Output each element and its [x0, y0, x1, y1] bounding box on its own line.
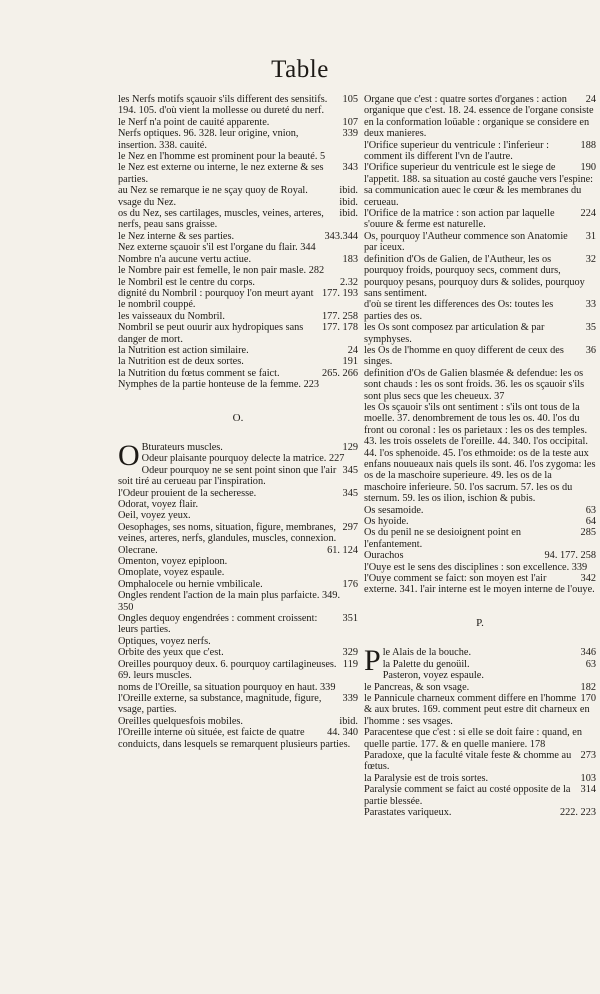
drop-cap-o: O [118, 438, 140, 472]
index-entry [118, 94, 358, 117]
page-reference: 35 [585, 322, 596, 334]
index-entry [118, 185, 358, 196]
index-entry [118, 510, 358, 521]
entry-text: la Nutrition du fœtus comment se faict. [118, 367, 280, 379]
entry-text: l'Orifice superieur du ventricule : l'inferieur : comment ils different l'vn de l'autre. [364, 139, 549, 163]
page-reference: 24 [585, 94, 596, 105]
index-entry [118, 682, 358, 693]
index-entry [364, 647, 596, 658]
section-heading-p: P. [476, 616, 484, 629]
entry-text: les Os de l'homme en quoy different de ceux des singes. [364, 344, 564, 368]
page-reference: 273 [580, 749, 596, 761]
entry-text: les Nerfs motifs sçauoir s'ils different des sensitifs. 194. 105. d'où vient la mollesse ou dureté du nerf. [118, 94, 328, 117]
section-p-entries [364, 644, 596, 818]
index-entry [118, 162, 358, 185]
page-reference: 314 [580, 784, 596, 796]
page-reference: 265. 266 [321, 367, 358, 379]
index-entry [364, 299, 596, 322]
entry-text: le Nez est externe ou interne, le nez externe & ses parties. [118, 162, 324, 185]
index-entry [118, 636, 358, 647]
index-entry [364, 573, 596, 596]
page-reference: 188 [580, 139, 596, 151]
entry-text: Ongles rendent l'action de la main plus parfaicte. 349. 350 [118, 590, 341, 613]
index-entry [118, 522, 358, 545]
entry-text: Olecrane. [118, 544, 158, 556]
page-reference: 63 [585, 504, 596, 516]
entry-text: les vaisseaux du Nombril. [118, 310, 225, 322]
index-entry [364, 693, 596, 727]
index-entry [364, 162, 596, 208]
section-heading-o: O. [232, 411, 244, 424]
index-entry [364, 550, 596, 561]
page-reference: 44. 340 [327, 727, 358, 739]
page-reference: 182 [580, 681, 596, 693]
index-entry [118, 322, 358, 345]
right-column [364, 94, 596, 818]
index-entry [118, 590, 358, 613]
entry-text: Odeur pourquoy ne se sent point sinon que l'air soit tiré au cerueau par l'inspiration. [118, 464, 337, 488]
entry-text: les Os sçauoir s'ils ont sentiment : s'ils ont tous de la moelle. 37. denombrement de tous les os. 40. l'os du front ou coronal : les os parietaux : les os des temples. 43. les trois osselets de l'oreille. 44. 340. l'os occipital. 44. l'os sphenoide. 45. l'os ethmoide: os de la teste aux enfans nouueaux nais quels ils sont. 46. l'os zygoma: les os de la maschoire superieure. 49. les os de la maschoire inferieure. 50. l'os sacrum. 57. les os du sternum. 59. les os ilion, ischion & pubis. [364, 401, 596, 505]
index-entry [364, 773, 596, 784]
entry-text: Oreilles pourquoy deux. 6. pourquoy cartilagineuses. 69. leurs muscles. [118, 658, 337, 682]
index-entry [118, 442, 358, 453]
page-reference: 105 [342, 94, 358, 105]
page-reference: 36 [585, 344, 596, 356]
page-reference: 170 [580, 692, 596, 704]
index-entry [118, 567, 358, 578]
index-entry [118, 693, 358, 716]
entry-text: Os sesamoide. [364, 504, 424, 516]
index-entry [364, 254, 596, 300]
entry-text: definition d'Os de Galien, de l'Autheur, les os pourquoy froids, pourquoy secs, comment durs, pourquoy pesans, pourquoy durs & solides, pourquoy sans sentiment. [364, 253, 585, 299]
index-entry [364, 140, 596, 163]
index-entry [118, 613, 358, 636]
section-p [364, 644, 596, 818]
section-o [118, 438, 358, 750]
entry-text: le Nerf n'a point de cauité apparente. [118, 116, 270, 128]
entry-text: les Os sont composez par articulation & par symphyses. [364, 322, 545, 345]
index-entry [364, 670, 596, 681]
entry-text: Odeur plaisante pourquoy delecte la matrice. 227 [141, 453, 345, 465]
page-reference: 351 [342, 613, 358, 625]
page-reference: 103 [580, 772, 596, 784]
index-entry [118, 379, 358, 390]
entry-text: Ongles dequoy engendrées : comment croissent: leurs parties. [118, 613, 318, 636]
entry-text: vsage du Nez. [118, 196, 177, 208]
index-entry [364, 402, 596, 505]
page-reference: 345 [342, 487, 358, 499]
page-reference: ibid. [339, 208, 358, 220]
entry-text: Paralysie comment se faict au costé opposite de la partie blessée. [364, 784, 571, 807]
entry-text: Nombril se peut ouurir aux hydropiques sans danger de mort. [118, 322, 304, 345]
page-reference: 222. 223 [559, 806, 596, 818]
entry-text: Omenton, voyez epiploon. [118, 556, 228, 568]
entry-text: Oeil, voyez yeux. [118, 510, 191, 522]
entry-text: definition d'Os de Galien blasmée & defendue: les os sont chauds : les os sont froids. 36. les os sçauoir s'ils sont plus secs que les cheueux. 37 [364, 367, 585, 402]
entry-text: le Pancreas, & son vsage. [364, 681, 470, 693]
entry-text: Bturateurs muscles. [141, 441, 223, 453]
page-reference: 285 [580, 527, 596, 539]
entry-text: Nerfs optiques. 96. 328. leur origine, vnion, insertion. 338. cauité. [118, 128, 299, 151]
index-entry [364, 750, 596, 773]
entry-text: Oesophages, ses noms, situation, figure, membranes, veines, arteres, nerfs, glandules, muscles, connexion. [118, 521, 337, 545]
page-reference: 129 [342, 441, 358, 453]
entry-text: Os, pourquoy l'Autheur commence son Anatomie par iceux. [364, 230, 568, 254]
entry-text: l'Orifice superieur du ventricule est le siege de l'appetit. 188. sa situation au costé gauche vers l'espine: sa communication auec le cœur & les membranes du cerueau. [364, 162, 594, 208]
page-reference: 343.344 [324, 230, 358, 242]
entry-text: Odorat, voyez flair. [118, 499, 199, 510]
entry-text: Parastates variqueux. [364, 806, 452, 818]
index-entry [364, 659, 596, 670]
page-reference: 297 [342, 521, 358, 533]
index-entry [364, 368, 596, 402]
entry-text: la Nutrition est de deux sortes. [118, 356, 244, 368]
index-entry [118, 488, 358, 499]
page-reference: 63 [585, 658, 596, 670]
page-reference: 177. 193 [321, 287, 358, 299]
page-reference: 176 [342, 578, 358, 590]
entry-text: Paracentese que c'est : si elle se doit faire : quand, en quelle partie. 177. & en quelle maniere. 178 [364, 727, 583, 750]
entry-text: noms de l'Oreille, sa situation pourquoy en haut. 339 [118, 681, 336, 693]
page-reference: 177. 258 [321, 310, 358, 322]
entry-text: Organe que c'est : quatre sortes d'organes : action organique que c'est. 18. 24. essence de l'organe consiste en la conformation loüable : organique se considere en deux manieres. [364, 94, 594, 140]
index-entry [118, 254, 358, 265]
index-entry [118, 128, 358, 151]
index-entry [118, 208, 358, 231]
index-entry [118, 453, 358, 464]
index-entry [118, 499, 358, 510]
index-entry [118, 579, 358, 590]
index-entry [364, 322, 596, 345]
entry-text: Nymphes de la partie honteuse de la femme. 223 [118, 379, 320, 391]
entry-text: la Paralysie est de trois sortes. [364, 772, 489, 784]
entry-text: le Nez en l'homme est prominent pour la beauté. 5 [118, 151, 326, 163]
page-reference: ibid. [339, 715, 358, 727]
page-reference: 107 [342, 116, 358, 128]
page-reference: 339 [342, 692, 358, 704]
entry-text: la Nutrition est action similaire. [118, 344, 249, 356]
left-column [118, 94, 358, 750]
page-reference: 177. 178 [321, 322, 358, 334]
page-reference: 32 [585, 253, 596, 265]
entry-text: Nez externe sçauoir s'il est l'organe du flair. 344 [118, 242, 316, 254]
index-entry [364, 231, 596, 254]
entry-text: Pasteron, voyez espaule. [382, 670, 484, 682]
page-reference: 64 [585, 516, 596, 528]
entry-text: le Nombre pair est femelle, le non pair masle. 282 [118, 265, 325, 277]
entry-text: l'Ouye comment se faict: son moyen est l'air externe. 341. l'air interne est le moyen interne de l'ouye. [364, 573, 595, 596]
entry-text: Nombre n'a aucune vertu actiue. [118, 253, 252, 265]
page-reference: 61. 124 [327, 544, 358, 556]
page-reference: 191 [342, 356, 358, 368]
page-reference: 94. 177. 258 [544, 550, 596, 562]
index-entry [364, 527, 596, 550]
entry-text: Paradoxe, que la faculté vitale feste & chomme au fœtus. [364, 749, 572, 773]
entry-text: le Nez interne & ses parties. [118, 230, 235, 242]
index-entry [364, 784, 596, 807]
page-reference: 224 [580, 208, 596, 220]
entry-text: le Nombril est le centre du corps. [118, 276, 255, 288]
page-reference: 345 [342, 464, 358, 476]
entry-text: le Alais de la bouche. [382, 647, 472, 659]
index-entry [364, 727, 596, 750]
index-entry [118, 647, 358, 658]
entry-text: Ourachos [364, 550, 404, 562]
page-reference: 119 [342, 658, 358, 670]
index-entry [118, 356, 358, 367]
page-reference: 346 [580, 647, 596, 659]
section-o-entries [118, 438, 358, 750]
index-entry [364, 345, 596, 368]
entry-text: l'Odeur prouient de la secheresse. [118, 487, 257, 499]
index-entry [118, 311, 358, 322]
right-entries [364, 94, 596, 596]
index-entry [118, 368, 358, 379]
page-reference: 329 [342, 647, 358, 659]
entry-text: au Nez se remarque ie ne sçay quoy de Royal. [118, 185, 308, 197]
index-entry [118, 465, 358, 488]
entry-text: Orbite des yeux que c'est. [118, 647, 224, 659]
index-entry [118, 345, 358, 356]
index-entry [364, 682, 596, 693]
page-reference: 342 [580, 573, 596, 585]
index-entry [118, 117, 358, 128]
index-entry [364, 562, 596, 573]
page-reference: 343 [342, 162, 358, 174]
page-reference: 339 [342, 128, 358, 140]
index-entry [118, 277, 358, 288]
entry-text: Os du penil ne se desioignent point en l'enfantement. [364, 527, 522, 550]
entry-text: Oreilles quelquesfois mobiles. [118, 715, 243, 727]
entry-text: l'Orifice de la matrice : son action par laquelle s'ouure & ferme est naturelle. [364, 208, 555, 231]
entry-text: l'Ouye est le sens des disciplines : son excellence. 339 [364, 561, 588, 573]
index-entry [364, 807, 596, 818]
entry-text: l'Oreille externe, sa substance, magnitude, figure, vsage, parties. [118, 692, 322, 716]
index-entry [118, 716, 358, 727]
index-entry [364, 94, 596, 140]
entry-text: la Palette du genoüil. [382, 658, 470, 670]
page-reference: 190 [580, 162, 596, 174]
entry-text: Omoplate, voyez espaule. [118, 567, 225, 579]
index-entry [118, 545, 358, 556]
entry-text: Os hyoide. [364, 516, 409, 528]
index-entry [118, 659, 358, 682]
page-reference: ibid. [339, 185, 358, 197]
index-entry [118, 197, 358, 208]
entry-text: le Pannicule charneux comment differe en l'homme & aux brutes. 169. comment peut estre dit charneux en l'homme : ses vsages. [364, 692, 590, 727]
page-title: Table [271, 56, 329, 83]
index-entry [118, 151, 358, 162]
index-entry [118, 231, 358, 242]
page-reference: 183 [342, 253, 358, 265]
page-reference: 31 [585, 230, 596, 242]
index-entry [364, 505, 596, 516]
index-entry [118, 288, 358, 311]
entry-text: l'Oreille interne où située, est faicte de quatre conduicts, dans lesquels se remarquent plusieurs parties. [118, 727, 351, 750]
page-reference: 24 [347, 344, 358, 356]
index-entry [118, 242, 358, 253]
page-reference: 33 [585, 299, 596, 311]
drop-cap-p: P [364, 644, 381, 678]
page-reference: 2.32 [339, 276, 358, 288]
entry-text: Optiques, voyez nerfs. [118, 635, 211, 647]
left-entries [118, 94, 358, 391]
entry-text: Omphalocele ou hernie vmbilicale. [118, 578, 263, 590]
index-entry [364, 516, 596, 527]
index-entry [118, 556, 358, 567]
index-entry [118, 265, 358, 276]
entry-text: dignité du Nombril : pourquoy l'on meurt ayant le nombril couppé. [118, 287, 314, 311]
index-entry [364, 208, 596, 231]
page-reference: ibid. [339, 196, 358, 208]
entry-text: d'où se tirent les differences des Os: toutes les parties des os. [364, 299, 554, 322]
index-entry [118, 727, 358, 750]
entry-text: os du Nez, ses cartilages, muscles, veines, arteres, nerfs, peau sans graisse. [118, 208, 324, 231]
